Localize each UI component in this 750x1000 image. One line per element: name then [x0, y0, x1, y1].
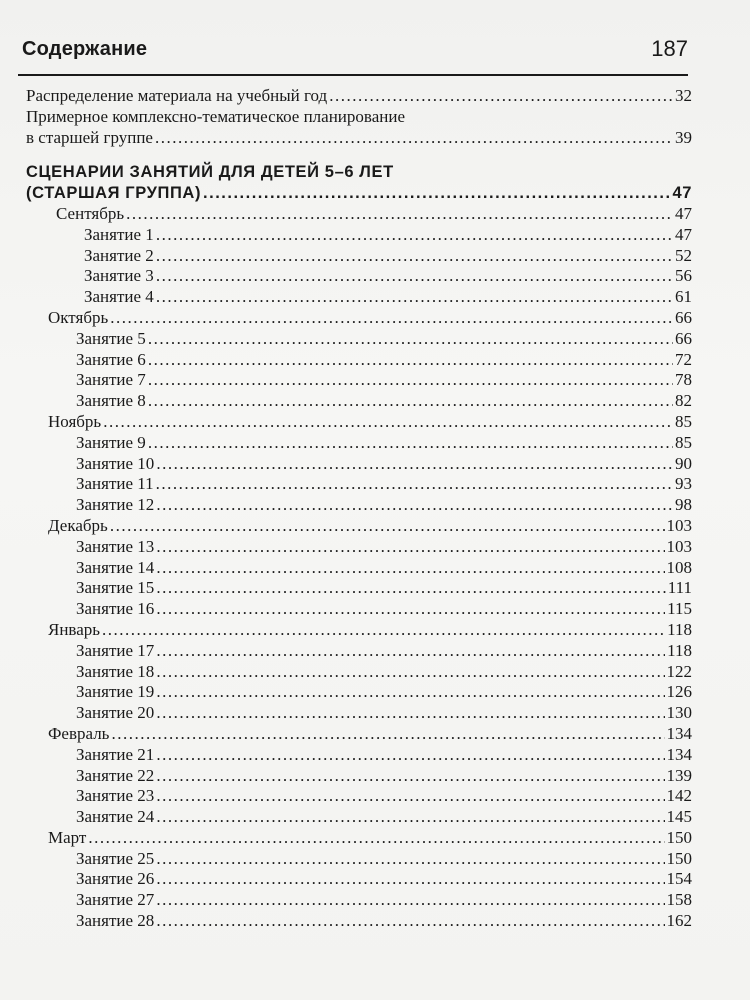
lesson-name: Занятие 28 [76, 911, 155, 931]
lesson-entry[interactable] [26, 454, 692, 475]
lesson-name: Занятие 9 [76, 432, 146, 452]
lesson-name: Занятие 27 [76, 890, 155, 910]
lesson-name: Занятие 20 [76, 703, 155, 723]
lesson-page: 103 [666, 536, 692, 556]
lesson-page: 150 [666, 848, 692, 868]
dot-leader [156, 766, 664, 787]
lesson-entry[interactable] [26, 869, 692, 890]
lesson-name: Занятие 7 [76, 370, 146, 390]
dot-leader [155, 128, 673, 149]
month-name: Сентябрь [56, 203, 125, 223]
lesson-name: Занятие 17 [76, 640, 155, 660]
month-page: 66 [675, 307, 692, 327]
month-page: 103 [666, 515, 692, 535]
dot-leader [203, 183, 670, 204]
section-title-line1: СЦЕНАРИИ ЗАНЯТИЙ ДЛЯ ДЕТЕЙ 5–6 ЛЕТ [26, 163, 394, 182]
dot-leader [156, 558, 664, 579]
lesson-entry[interactable] [26, 537, 692, 558]
lesson-entry[interactable] [26, 246, 692, 267]
dot-leader [156, 495, 673, 516]
lesson-page: 90 [675, 453, 692, 473]
dot-leader [88, 828, 664, 849]
lesson-entry[interactable] [26, 641, 692, 662]
lesson-name: Занятие 14 [76, 557, 155, 577]
dot-leader [156, 807, 664, 828]
lesson-page: 154 [666, 869, 692, 889]
dot-leader [148, 350, 673, 371]
lesson-page: 47 [675, 224, 692, 244]
dot-leader [156, 786, 664, 807]
lesson-page: 98 [675, 495, 692, 515]
lesson-name: Занятие 13 [76, 536, 155, 556]
lesson-name: Занятие 19 [76, 682, 155, 702]
lesson-entry[interactable] [26, 682, 692, 703]
lesson-name: Занятие 21 [76, 744, 155, 764]
lesson-page: 162 [666, 911, 692, 931]
toc-entry-title-line2: в старшей группе [26, 127, 153, 147]
lesson-name: Занятие 25 [76, 848, 155, 868]
month-name: Ноябрь [48, 411, 102, 431]
lesson-entry[interactable] [26, 350, 692, 371]
month-entry[interactable] [26, 828, 692, 849]
lesson-page: 85 [675, 432, 692, 452]
toc-entry[interactable] [26, 128, 692, 149]
lesson-name: Занятие 3 [84, 266, 154, 286]
month-name: Март [48, 827, 87, 847]
page-number: 187 [651, 36, 688, 61]
lesson-page: 118 [667, 640, 692, 660]
toc-entry-page: 39 [675, 127, 692, 147]
dot-leader [148, 370, 673, 391]
lesson-page: 130 [666, 703, 692, 723]
toc-entry-title-line1: Примерное комплексно-тематическое планирование [26, 106, 405, 126]
dot-leader [102, 620, 665, 641]
page-title: Содержание [22, 38, 148, 60]
toc-entry[interactable] [26, 86, 692, 107]
section-title-line2: (СТАРШАЯ ГРУППА) [26, 184, 202, 203]
lesson-page: 122 [666, 661, 692, 681]
lesson-entry[interactable] [26, 890, 692, 911]
lesson-entry[interactable] [26, 225, 692, 246]
lesson-name: Занятие 18 [76, 661, 155, 681]
lesson-page: 108 [666, 557, 692, 577]
lesson-name: Занятие 15 [76, 578, 155, 598]
lesson-entry[interactable] [26, 370, 692, 391]
month-name: Декабрь [48, 515, 108, 535]
lesson-entry[interactable] [26, 807, 692, 828]
month-page: 118 [667, 619, 692, 639]
dot-leader [156, 745, 664, 766]
lesson-entry[interactable] [26, 329, 692, 350]
section-page: 47 [672, 184, 692, 203]
lesson-entry[interactable] [26, 391, 692, 412]
dot-leader [156, 578, 665, 599]
month-entry[interactable] [26, 412, 692, 433]
dot-leader [156, 911, 664, 932]
lesson-name: Занятие 23 [76, 786, 155, 806]
lesson-page: 66 [675, 328, 692, 348]
dot-leader [156, 474, 673, 495]
dot-leader [110, 516, 665, 537]
lesson-entry[interactable] [26, 745, 692, 766]
lesson-name: Занятие 24 [76, 807, 155, 827]
dot-leader [156, 662, 664, 683]
lesson-entry[interactable] [26, 786, 692, 807]
table-of-contents [26, 86, 692, 932]
lesson-name: Занятие 22 [76, 765, 155, 785]
lesson-page: 78 [675, 370, 692, 390]
month-entry[interactable] [26, 724, 692, 745]
dot-leader [111, 724, 664, 745]
month-name: Январь [48, 619, 101, 639]
dot-leader [148, 433, 673, 454]
month-list [26, 204, 692, 932]
lesson-page: 52 [675, 245, 692, 265]
toc-entry-title: Распределение материала на учебный год [26, 86, 328, 105]
dot-leader [156, 537, 664, 558]
lesson-entry[interactable] [26, 766, 692, 787]
section-entry[interactable] [26, 183, 692, 204]
lesson-entry[interactable] [26, 911, 692, 932]
month-page: 85 [675, 411, 692, 431]
lesson-name: Занятие 10 [76, 453, 155, 473]
lesson-page: 145 [666, 807, 692, 827]
lesson-name: Занятие 26 [76, 869, 155, 889]
dot-leader [156, 599, 665, 620]
dot-leader [156, 246, 673, 267]
month-page: 47 [675, 203, 692, 223]
lesson-page: 158 [666, 890, 692, 910]
lesson-entry[interactable] [26, 287, 692, 308]
dot-leader [156, 869, 664, 890]
lesson-name: Занятие 11 [76, 474, 154, 494]
page-header [18, 30, 688, 76]
lesson-entry[interactable] [26, 599, 692, 620]
lesson-page: 93 [675, 474, 692, 494]
dot-leader [156, 849, 664, 870]
lesson-page: 139 [666, 765, 692, 785]
month-page: 150 [666, 827, 692, 847]
dot-leader [156, 225, 673, 246]
dot-leader [156, 703, 664, 724]
lesson-name: Занятие 5 [76, 328, 146, 348]
lesson-name: Занятие 2 [84, 245, 154, 265]
lesson-page: 72 [675, 349, 692, 369]
lesson-name: Занятие 16 [76, 599, 155, 619]
dot-leader [148, 391, 673, 412]
dot-leader [156, 641, 665, 662]
lesson-page: 56 [675, 266, 692, 286]
lesson-name: Занятие 1 [84, 224, 154, 244]
dot-leader [126, 204, 673, 225]
dot-leader [156, 890, 664, 911]
lesson-entry[interactable] [26, 474, 692, 495]
lesson-name: Занятие 8 [76, 391, 146, 411]
lesson-page: 134 [666, 744, 692, 764]
lesson-name: Занятие 6 [76, 349, 146, 369]
month-entry[interactable] [26, 620, 692, 641]
lesson-page: 82 [675, 391, 692, 411]
dot-leader [156, 682, 664, 703]
dot-leader [156, 266, 673, 287]
lesson-entry[interactable] [26, 433, 692, 454]
lesson-page: 126 [666, 682, 692, 702]
toc-entry-page: 32 [675, 86, 692, 105]
dot-leader [148, 329, 673, 350]
month-entry[interactable] [26, 308, 692, 329]
month-name: Октябрь [48, 307, 109, 327]
dot-leader [329, 86, 673, 107]
lesson-page: 111 [667, 578, 692, 598]
dot-leader [156, 287, 673, 308]
lesson-entry[interactable] [26, 578, 692, 599]
month-name: Февраль [48, 723, 110, 743]
lesson-entry[interactable] [26, 266, 692, 287]
dot-leader [103, 412, 673, 433]
dot-leader [110, 308, 673, 329]
lesson-entry[interactable] [26, 849, 692, 870]
lesson-entry[interactable] [26, 495, 692, 516]
lesson-page: 115 [667, 599, 692, 619]
lesson-page: 61 [675, 287, 692, 307]
lesson-page: 142 [666, 786, 692, 806]
lesson-name: Занятие 4 [84, 287, 154, 307]
month-entry[interactable] [26, 204, 692, 225]
lesson-entry[interactable] [26, 662, 692, 683]
month-page: 134 [666, 723, 692, 743]
month-entry[interactable] [26, 516, 692, 537]
lesson-entry[interactable] [26, 703, 692, 724]
lesson-entry[interactable] [26, 558, 692, 579]
lesson-name: Занятие 12 [76, 495, 155, 515]
dot-leader [156, 454, 673, 475]
